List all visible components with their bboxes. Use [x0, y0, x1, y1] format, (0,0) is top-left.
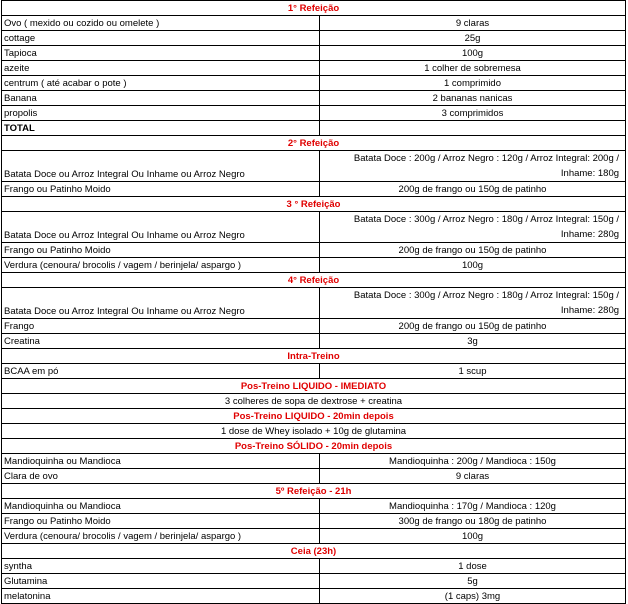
food-item-cell: Clara de ovo [2, 469, 320, 484]
table-row [2, 514, 626, 529]
quantity-cell [320, 121, 626, 136]
food-item-cell: Batata Doce ou Arroz Integral Ou Inhame ou Arroz Negro [2, 151, 320, 182]
section-header-row [2, 484, 626, 499]
food-item-cell: Batata Doce ou Arroz Integral Ou Inhame ou Arroz Negro [2, 212, 320, 243]
quantity-cell: 2 bananas nanicas [320, 91, 626, 106]
section-header-row [2, 1, 626, 16]
section-title: Pos-Treino SÓLIDO - 20min depois [2, 439, 626, 454]
food-item-cell: Mandioquinha ou Mandioca [2, 454, 320, 469]
merged-instruction-cell: 1 dose de Whey isolado + 10g de glutamina [2, 424, 626, 439]
section-title: 5º Refeição - 21h [2, 484, 626, 499]
section-title: Pos-Treino LIQUIDO - 20min depois [2, 409, 626, 424]
table-row [2, 334, 626, 349]
section-header-row [2, 349, 626, 364]
table-row [2, 212, 626, 243]
quantity-cell: 1 dose [320, 559, 626, 574]
table-row [2, 76, 626, 91]
food-item-cell: Frango ou Patinho Moido [2, 182, 320, 197]
table-row [2, 574, 626, 589]
quantity-cell: Mandioquinha : 170g / Mandioca : 120g [320, 499, 626, 514]
food-item-cell: BCAA em pó [2, 364, 320, 379]
quantity-cell: 3g [320, 334, 626, 349]
section-header-row [2, 409, 626, 424]
table-row [2, 151, 626, 182]
table-row [2, 46, 626, 61]
table-row [2, 319, 626, 334]
food-item-cell: Frango ou Patinho Moido [2, 243, 320, 258]
table-row [2, 529, 626, 544]
section-title: Ceia (23h) [2, 544, 626, 559]
section-header-row [2, 136, 626, 151]
food-item-cell: cottage [2, 31, 320, 46]
section-title: 3 ° Refeição [2, 197, 626, 212]
quantity-cell: 1 comprimido [320, 76, 626, 91]
food-item-cell: Frango ou Patinho Moido [2, 514, 320, 529]
table-row [2, 364, 626, 379]
quantity-cell: Batata Doce : 200g / Arroz Negro : 120g / Arroz Integral: 200g / Inhame: 180g [320, 151, 626, 182]
table-row [2, 559, 626, 574]
section-title: 1° Refeição [2, 1, 626, 16]
section-title: 4° Refeição [2, 273, 626, 288]
food-item-cell: propolis [2, 106, 320, 121]
table-row [2, 121, 626, 136]
food-item-cell: Batata Doce ou Arroz Integral Ou Inhame ou Arroz Negro [2, 288, 320, 319]
quantity-cell: Batata Doce : 300g / Arroz Negro : 180g / Arroz Integral: 150g / Inhame: 280g [320, 212, 626, 243]
quantity-cell: 1 scup [320, 364, 626, 379]
food-item-cell: Glutamina [2, 574, 320, 589]
table-row [2, 288, 626, 319]
table-row [2, 61, 626, 76]
quantity-cell: 200g de frango ou 150g de patinho [320, 243, 626, 258]
quantity-cell: 25g [320, 31, 626, 46]
quantity-cell: Batata Doce : 300g / Arroz Negro : 180g / Arroz Integral: 150g / Inhame: 280g [320, 288, 626, 319]
section-title: Intra-Treino [2, 349, 626, 364]
food-item-cell: syntha [2, 559, 320, 574]
food-item-cell: melatonina [2, 589, 320, 604]
table-row [2, 258, 626, 273]
meal-plan-body [2, 1, 626, 604]
table-row [2, 454, 626, 469]
section-header-row [2, 273, 626, 288]
quantity-cell: 100g [320, 529, 626, 544]
quantity-cell: 300g de frango ou 180g de patinho [320, 514, 626, 529]
quantity-cell: 1 colher de sobremesa [320, 61, 626, 76]
section-header-row [2, 439, 626, 454]
table-row [2, 469, 626, 484]
quantity-cell: 3 comprimidos [320, 106, 626, 121]
quantity-cell: 9 claras [320, 16, 626, 31]
quantity-cell: Mandioquinha : 200g / Mandioca : 150g [320, 454, 626, 469]
section-header-row [2, 197, 626, 212]
quantity-cell: 200g de frango ou 150g de patinho [320, 319, 626, 334]
section-header-row [2, 379, 626, 394]
quantity-cell: 5g [320, 574, 626, 589]
section-title: Pos-Treino LIQUIDO - IMEDIATO [2, 379, 626, 394]
table-row [2, 16, 626, 31]
table-row [2, 31, 626, 46]
food-item-cell: Creatina [2, 334, 320, 349]
table-row [2, 243, 626, 258]
merged-instruction-cell: 3 colheres de sopa de dextrose + creatina [2, 394, 626, 409]
food-item-cell: Mandioquinha ou Mandioca [2, 499, 320, 514]
food-item-cell: TOTAL [2, 121, 320, 136]
quantity-cell: 200g de frango ou 150g de patinho [320, 182, 626, 197]
section-header-row [2, 544, 626, 559]
table-row [2, 424, 626, 439]
food-item-cell: Verdura (cenoura/ brocolis / vagem / berinjela/ aspargo ) [2, 258, 320, 273]
food-item-cell: Tapioca [2, 46, 320, 61]
food-item-cell: Verdura (cenoura/ brocolis / vagem / berinjela/ aspargo ) [2, 529, 320, 544]
table-row [2, 589, 626, 604]
quantity-cell: 100g [320, 46, 626, 61]
quantity-cell: 100g [320, 258, 626, 273]
food-item-cell: azeite [2, 61, 320, 76]
quantity-cell: (1 caps) 3mg [320, 589, 626, 604]
quantity-cell: 9 claras [320, 469, 626, 484]
table-row [2, 182, 626, 197]
table-row [2, 499, 626, 514]
meal-plan-table [1, 0, 626, 604]
food-item-cell: centrum ( até acabar o pote ) [2, 76, 320, 91]
table-row [2, 91, 626, 106]
food-item-cell: Frango [2, 319, 320, 334]
table-row [2, 394, 626, 409]
table-row [2, 106, 626, 121]
food-item-cell: Banana [2, 91, 320, 106]
section-title: 2° Refeição [2, 136, 626, 151]
food-item-cell: Ovo ( mexido ou cozido ou omelete ) [2, 16, 320, 31]
